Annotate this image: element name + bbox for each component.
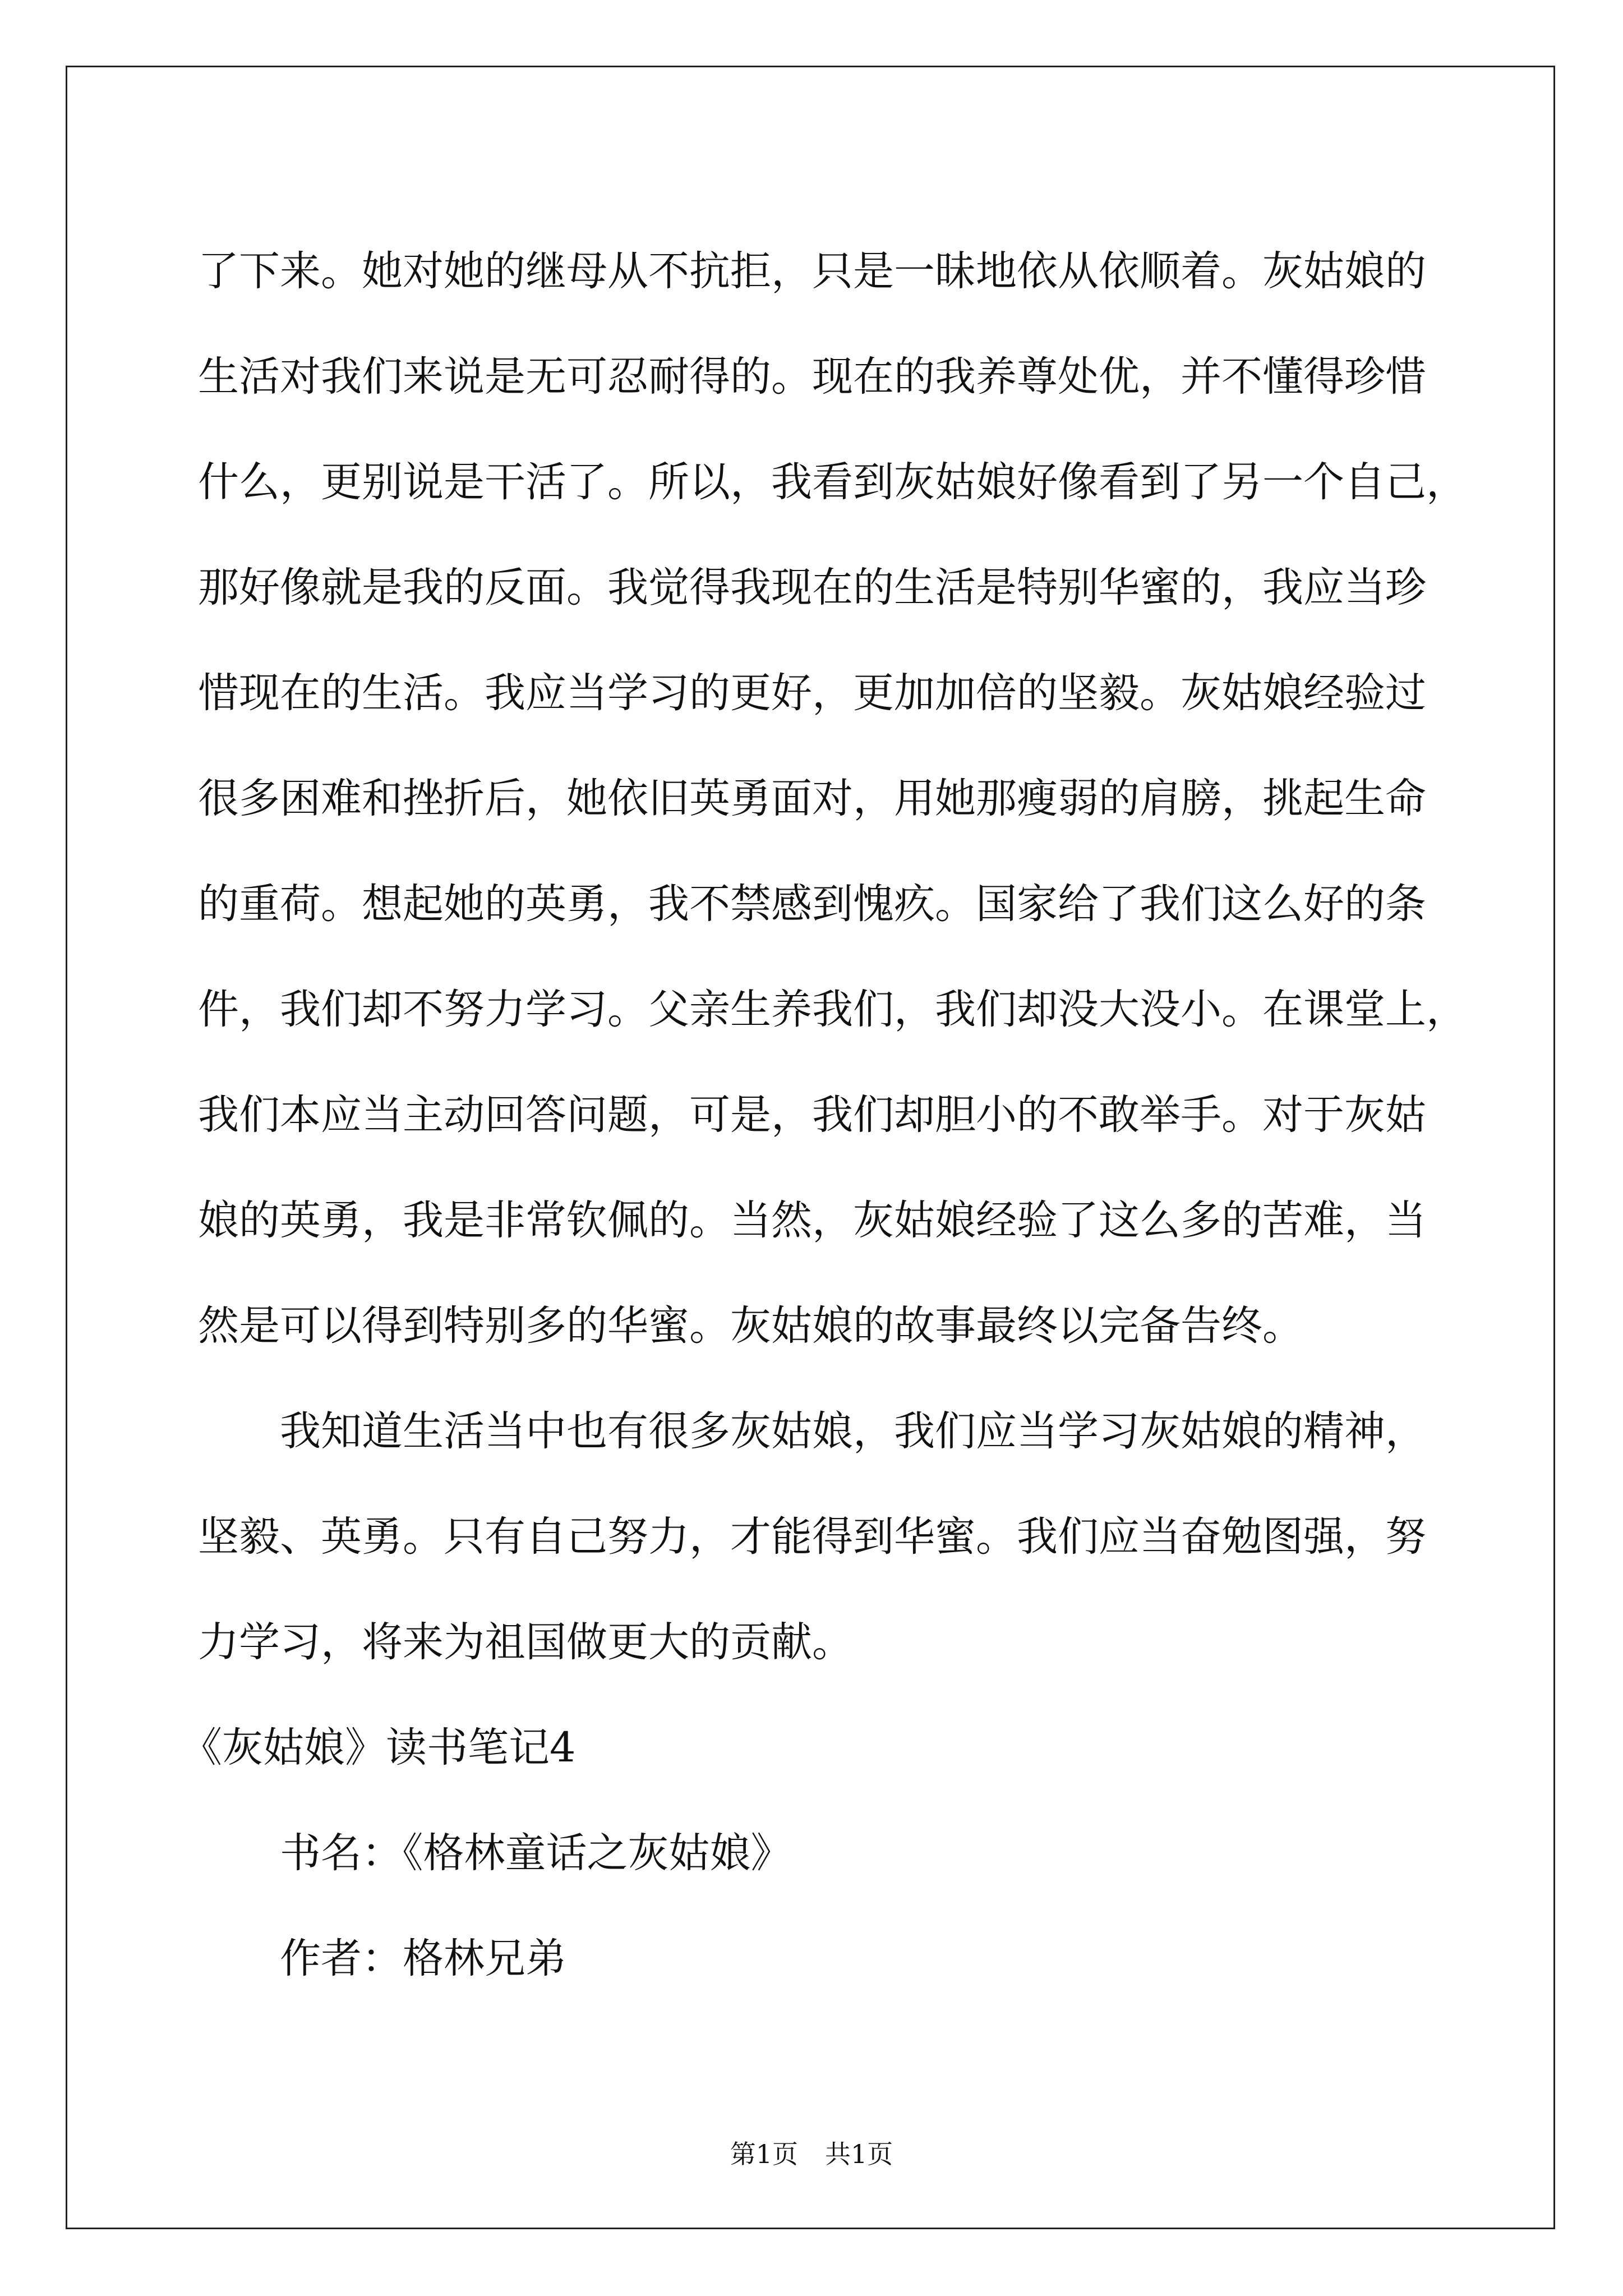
body-line: 了下来。她对她的继母从不抗拒，只是一昧地依从依顺着。灰姑娘的 <box>198 247 1426 295</box>
page-total: 共1页 <box>825 2139 893 2169</box>
body-line: 然是可以得到特别多的华蜜。灰姑娘的故事最终以完备告终。 <box>198 1302 1303 1350</box>
body-line: 娘的英勇，我是非常钦佩的。当然，灰姑娘经验了这么多的苦难，当 <box>198 1197 1426 1244</box>
body-line: 我知道生活当中也有很多灰姑娘，我们应当学习灰姑娘的精神， <box>280 1407 1426 1455</box>
page-number: 第1页 <box>730 2139 798 2169</box>
body-line: 的重荷。想起她的英勇，我不禁感到愧疚。国家给了我们这么好的条 <box>198 880 1426 928</box>
body-line: 惜现在的生活。我应当学习的更好，更加加倍的坚毅。灰姑娘经验过 <box>198 669 1426 717</box>
body-line: 坚毅、英勇。只有自己努力，才能得到华蜜。我们应当奋勉图强，努 <box>198 1513 1426 1561</box>
body-line: 生活对我们来说是无可忍耐得的。现在的我养尊处优，并不懂得珍惜 <box>198 353 1426 401</box>
body-line: 我们本应当主动回答问题，可是，我们却胆小的不敢举手。对于灰姑 <box>198 1091 1426 1139</box>
body-line: 那好像就是我的反面。我觉得我现在的生活是特别华蜜的，我应当珍 <box>198 564 1426 611</box>
author-line: 作者：格林兄弟 <box>280 1935 566 1982</box>
book-title-line: 书名：《格林童话之灰姑娘》 <box>280 1829 792 1877</box>
document-body <box>181 219 1467 2012</box>
body-line: 什么，更别说是干活了。所以，我看到灰姑娘好像看到了另一个自己， <box>198 458 1467 506</box>
section-heading: 《灰姑娘》读书笔记4 <box>181 1724 576 1772</box>
page-footer <box>0 2137 1623 2171</box>
body-line: 件，我们却不努力学习。父亲生养我们，我们却没大没小。在课堂上， <box>198 986 1467 1033</box>
body-line: 很多困难和挫折后，她依旧英勇面对，用她那瘦弱的肩膀，挑起生命 <box>198 775 1426 822</box>
body-line: 力学习，将来为祖国做更大的贡献。 <box>198 1618 853 1666</box>
